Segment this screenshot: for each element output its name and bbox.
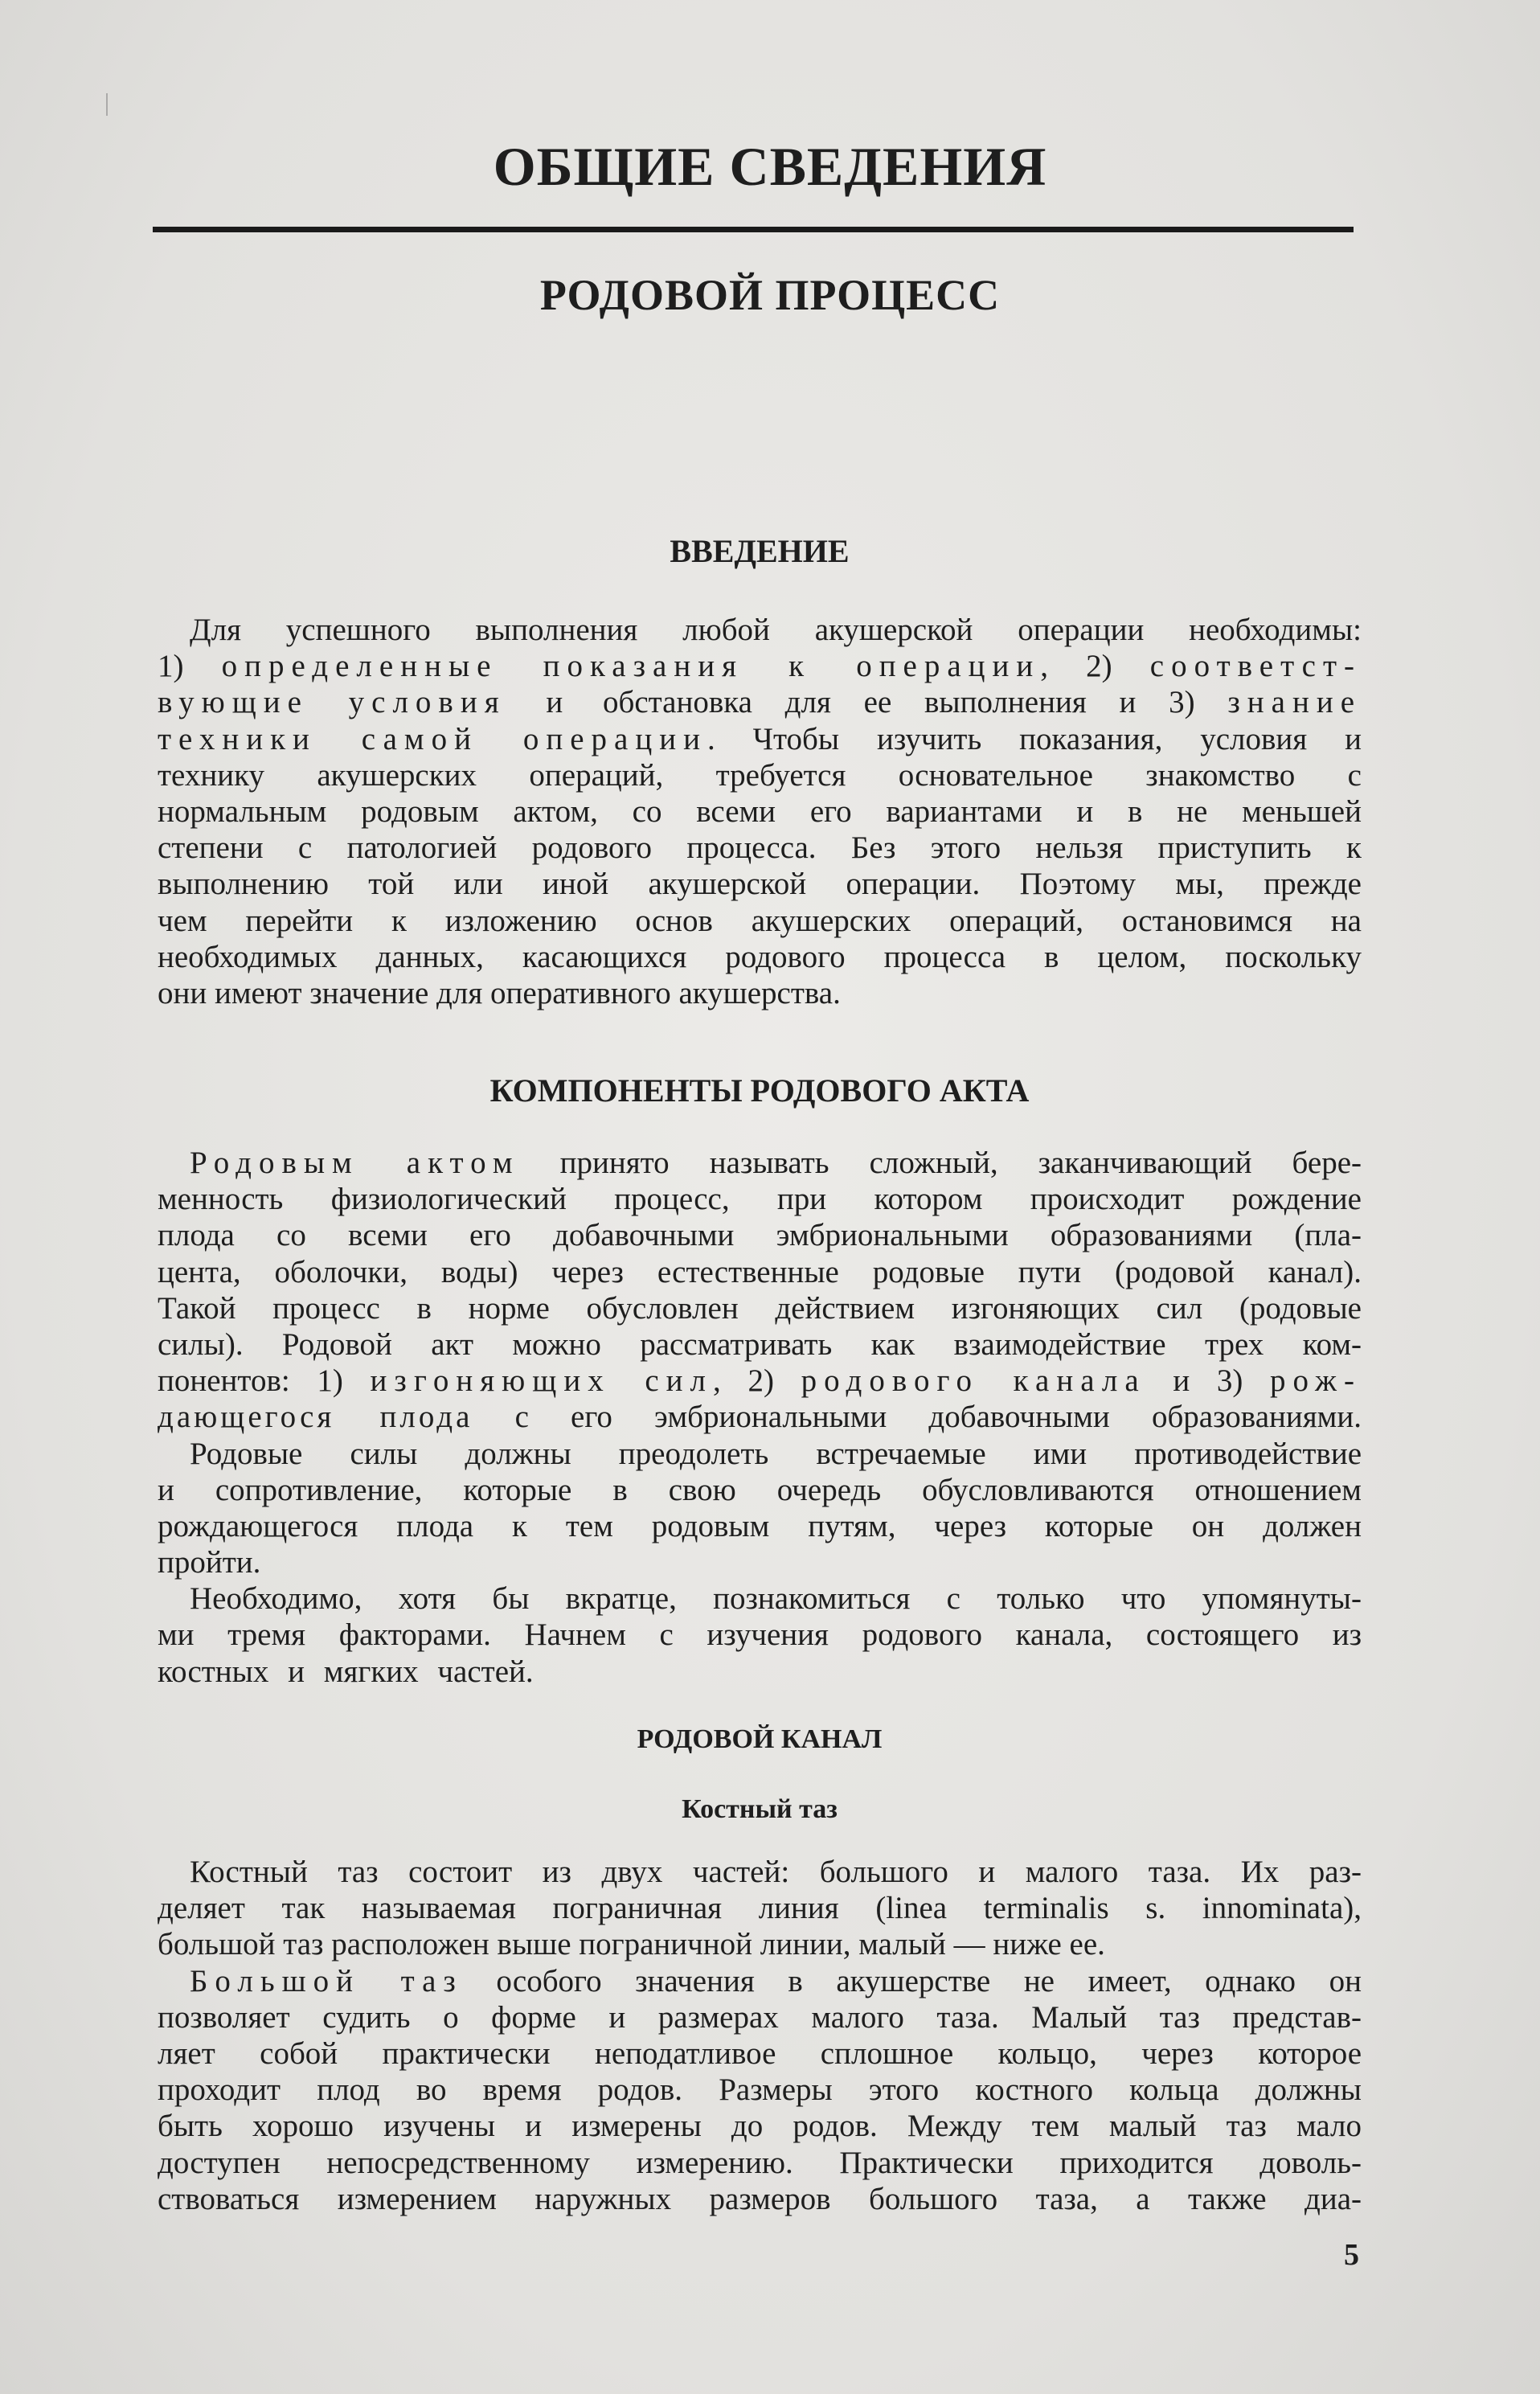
text-line: Большой таз особого значения в акушерстве не имеет, однако он (190, 1963, 1362, 1998)
spaced-emphasis: изгоняющих сил (370, 1363, 714, 1399)
text-line: техники самой операции. Чтобы изучить показания, условия и (158, 721, 1362, 756)
text-line: и сопротивление, которые в свою очередь обусловливаются отношением (158, 1472, 1362, 1507)
page-subtitle: РОДОВОЙ ПРОЦЕСС (539, 271, 1001, 319)
spaced-emphasis: определенные показания к операции (221, 649, 1041, 684)
text-line: ляет собой практически неподатливое сплошное кольцо, через которое (158, 2035, 1362, 2071)
subsection-heading-bony-pelvis: Костный таз (682, 1794, 838, 1824)
text-line: ми тремя факторами. Начнем с изучения родового канала, состоящего из (158, 1617, 1362, 1653)
spaced-emphasis: дающегося плода (158, 1400, 473, 1435)
scan-mark (106, 93, 108, 116)
text-line: необходимых данных, касающихся родового процесса в целом, поскольку (158, 939, 1362, 974)
text-line: нормальным родовым актом, со всеми его вариантами и в не меньшей (158, 793, 1362, 829)
page-title: ОБЩИЕ СВЕДЕНИЯ (493, 136, 1047, 197)
text-line: ствоваться измерением наружных размеров большого таза, а также диа- (158, 2181, 1362, 2216)
text-line: Родовые силы должны преодолеть встречаемые ими противодействие (190, 1436, 1362, 1471)
text-line: Такой процесс в норме обусловлен действием изгоняющих сил (родовые (158, 1290, 1362, 1326)
text-line: выполнению той или иной акушерской операции. Поэтому мы, прежде (158, 867, 1362, 902)
text-line: Для успешного выполнения любой акушерской операции необходимы: (190, 613, 1362, 647)
text-line: позволяет судить о форме и размерах малого таза. Малый таз представ- (158, 1999, 1362, 2035)
text-line: силы). Родовой акт можно рассматривать как взаимодействие трех ком- (158, 1326, 1362, 1362)
section-heading-birth-canal: РОДОВОЙ КАНАЛ (637, 1724, 883, 1754)
text-line: костных и мягких частей. (158, 1654, 534, 1689)
section-heading-intro: ВВЕДЕНИЕ (670, 533, 850, 569)
components-paragraph (158, 1145, 1362, 1690)
spaced-emphasis: знание (1227, 685, 1362, 720)
spaced-emphasis: Большой таз (190, 1963, 463, 1998)
text-line: вующие условия и обстановка для ее выполнения и 3) знание (158, 685, 1362, 720)
text-line: плода со всеми его добавочными эмбриональными образованиями (пла- (158, 1218, 1362, 1253)
spaced-emphasis: родового канала (801, 1363, 1146, 1399)
text-line: понентов: 1) изгоняющих сил, 2) родового канала и 3) рож- (158, 1363, 1362, 1399)
text-line: Необходимо, хотя бы вкратце, познакомиться с только что упомянуты- (190, 1581, 1362, 1617)
spaced-emphasis: техники самой операции (158, 721, 707, 756)
text-line: быть хорошо изучены и измерены до родов. Между тем малый таз мало (158, 2109, 1362, 2144)
text-line: технику акушерских операций, требуется основательное знакомство с (158, 757, 1362, 793)
text-line: доступен непосредственному измерению. Практически приходится доволь- (158, 2145, 1362, 2180)
text-line: 1) определенные показания к операции, 2) соответст- (158, 649, 1362, 684)
spaced-emphasis: рож- (1270, 1363, 1362, 1399)
text-line: цента, оболочки, воды) через естественные родовые пути (родовой канал). (158, 1254, 1362, 1289)
text-line: проходит плод во время родов. Размеры этого костного кольца должны (158, 2072, 1362, 2108)
spaced-emphasis: вующие условия и (158, 685, 571, 720)
text-line: пройти. (158, 1545, 261, 1580)
text-line: деляет так называемая пограничная линия (linea terminalis s. innominata), (158, 1891, 1362, 1926)
intro-paragraph (158, 612, 1362, 1011)
page-number: 5 (1344, 2238, 1359, 2272)
text-line: дающегося плода с его эмбриональными добавочными образованиями. (158, 1400, 1362, 1435)
title-rule (153, 227, 1354, 232)
text-line: Родовым актом принято называть сложный, заканчивающий бере- (190, 1146, 1362, 1180)
bony-pelvis-paragraph (158, 1854, 1362, 2217)
text-line: они имеют значение для оперативного акушерства. (158, 975, 841, 1010)
text-line: Костный таз состоит из двух частей: большого и малого таза. Их раз- (190, 1855, 1362, 1889)
text-line: менность физиологический процесс, при котором происходит рождение (158, 1182, 1362, 1217)
spaced-emphasis: соответст- (1149, 649, 1362, 684)
text-line: степени с патологией родового процесса. Без этого нельзя приступить к (158, 830, 1362, 866)
text-line: рождающегося плода к тем родовым путям, через которые он должен (158, 1508, 1362, 1543)
text-line: чем перейти к изложению основ акушерских операций, остановимся на (158, 903, 1362, 938)
section-heading-components: КОМПОНЕНТЫ РОДОВОГО АКТА (489, 1072, 1030, 1109)
spaced-emphasis: Родовым актом (190, 1146, 520, 1180)
text-line: большой таз расположен выше пограничной линии, малый — ниже ее. (158, 1927, 1105, 1962)
